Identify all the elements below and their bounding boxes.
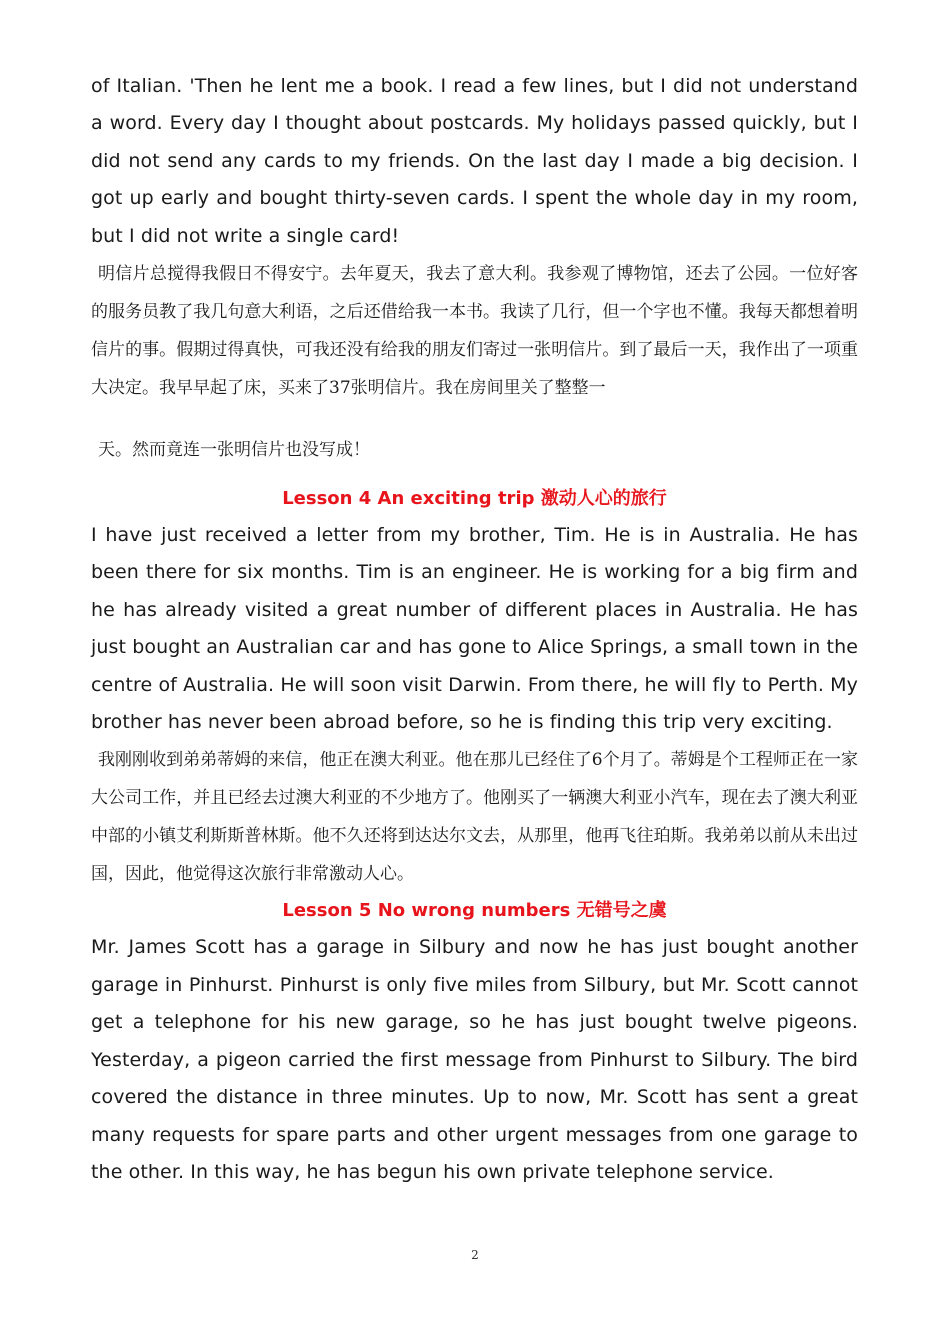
lesson4-heading (91, 481, 858, 517)
lesson5-english-text: Mr. James Scott has a garage in Silbury and now he has just bought another garage in Pinhurst. Pinhurst is only five miles from Silbury, but Mr. Scott cannot get a telephone for his new garage, so he has just bought twelve pigeons. Yesterday, a pigeon carried the first message from Pinhurst to Silbury. The bird covered the distance in three minutes. Up to now, Mr. Scott has sent a great many requests for spare parts and other urgent messages from one garage to the other. In this way, he has begun his own private telephone service. (91, 936, 858, 1183)
lesson4-chinese-translation: 我刚刚收到弟弟蒂姆的来信，他正在澳大利亚。他在那儿已经住了6个月了。蒂姆是个工程师正在一家大公司工作，并且已经去过澳大利亚的不少地方了。他刚买了一辆澳大利亚小汽车，现在去了澳大利亚中部的小镇艾利斯斯普林斯。他不久还将到达达尔文去，从那里，他再飞往珀斯。我弟弟以前从未出过国，因此，他觉得这次旅行非常激动人心。 (91, 750, 858, 885)
lesson4-title-chinese: 激动人心的旅行 (540, 488, 667, 510)
lesson3-chinese-translation: 明信片总搅得我假日不得安宁。去年夏天，我去了意大利。我参观了博物馆，还去了公园。一位好客的服务员教了我几句意大利语，之后还借给我一本书。我读了几行，但一个字也不懂。我每天都想着明信片的事。假期过得真快，可我还没有给我的朋友们寄过一张明信片。到了最后一天，我作出了一项重大决定。我早早起了床，买来了37张明信片。我在房间里关了整整一 (91, 264, 858, 399)
lesson3-english-continuation: of Italian. 'Then he lent me a book. I read a few lines, but I did not understand a word. Every day I thought about postcards. My holidays passed quickly, but I did not send any cards to my friends. On the last day I made a big decision. I got up early and bought thirty-seven cards. I spent the whole day in my room, but I did not write a single card! (91, 75, 858, 247)
document-page (91, 68, 858, 1191)
lesson4-english-text: I have just received a letter from my brother, Tim. He is in Australia. He has been there for six months. Tim is an engineer. He is working for a big firm and he has already visited a great number of different places in Australia. He has just bought an Australian car and has gone to Alice Springs, a small town in the centre of Australia. He will soon visit Darwin. From there, he will fly to Perth. My brother has never been abroad before, so he is finding this trip very exciting. (91, 524, 858, 734)
lesson3-chinese-translation-end: 天。然而竟连一张明信片也没写成！ (98, 440, 370, 461)
page-number: 2 (471, 1248, 479, 1262)
lesson5-title-chinese: 无错号之虞 (576, 900, 667, 922)
lesson4-title-english: Lesson 4 An exciting trip (282, 488, 535, 510)
lesson5-heading (91, 893, 858, 929)
lesson5-title-english: Lesson 5 No wrong numbers (282, 900, 571, 922)
